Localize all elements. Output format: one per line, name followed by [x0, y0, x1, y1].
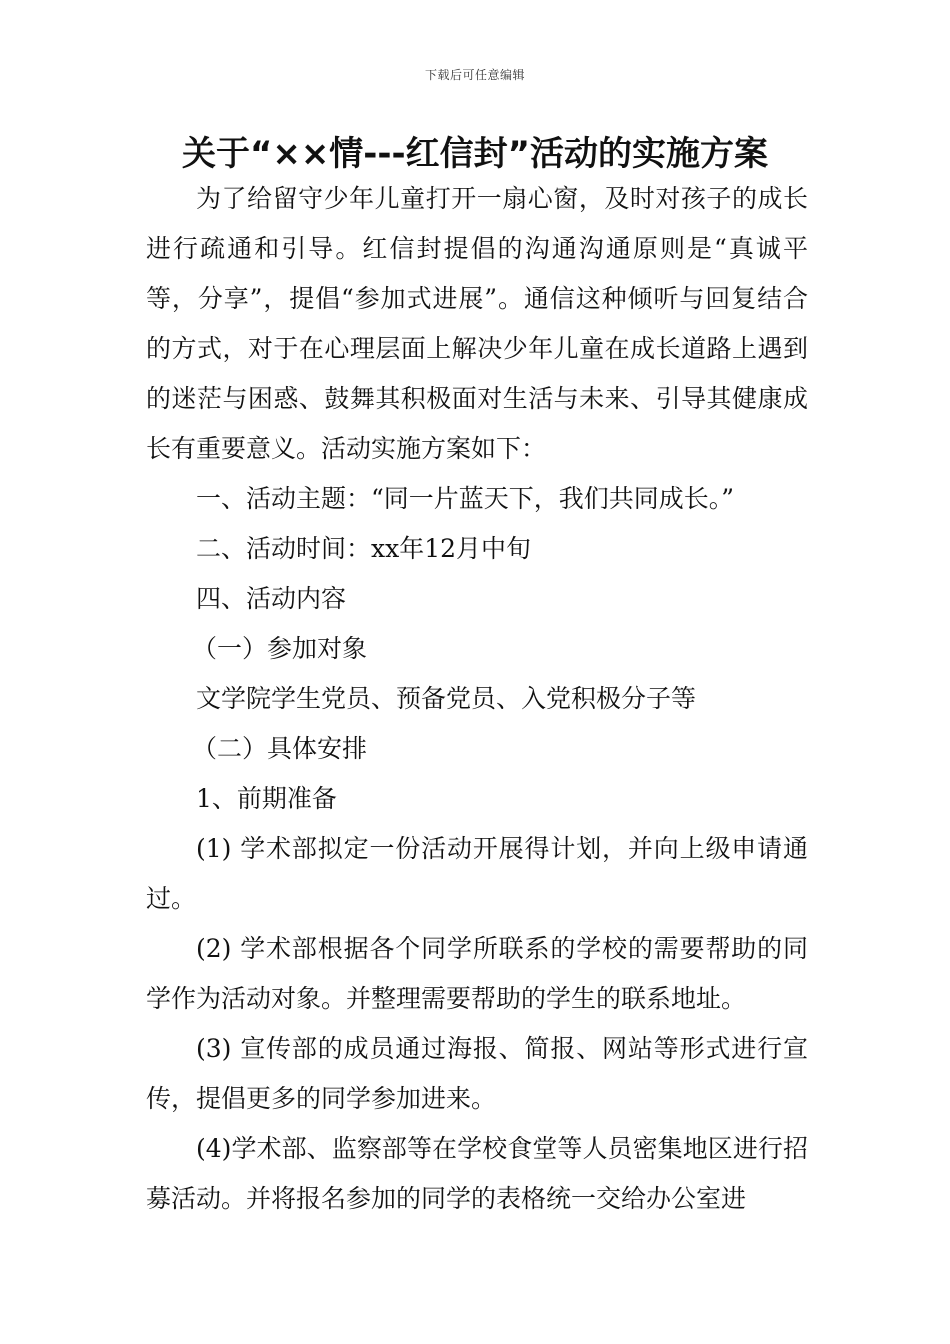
participants-text: 文学院学生党员、预备党员、入党积极分子等 [196, 684, 697, 713]
preparation-item-2: (2) 学术部根据各个同学所联系的学校的需要帮助的同学作为活动对象。并整理需要帮助的学生的联系地址。 [146, 934, 808, 1013]
arrangement-heading: （二）具体安排 [192, 734, 368, 763]
preparation-item-3: (3) 宣传部的成员通过海报、简报、网站等形式进行宣传，提倡更多的同学参加进来。 [146, 1034, 808, 1113]
intro-paragraph: 为了给留守少年儿童打开一扇心窗，及时对孩子的成长进行疏通和引导。红信封提倡的沟通沟通原则是“真诚平等，分享”，提倡“参加式进展”。通信这种倾听与回复结合的方式，对于在心理层面上解决少年儿童在成长道路上遇到的迷茫与困惑、鼓舞其积极面对生活与未来、引导其健康成长有重要意义。活动实施方案如下： [146, 184, 808, 463]
header-note: 下载后可任意编辑 [424, 68, 525, 82]
preparation-heading: 1、前期准备 [196, 784, 337, 813]
preparation-item-1: (1) 学术部拟定一份活动开展得计划，并向上级申请通过。 [146, 834, 808, 913]
participants-heading: （一）参加对象 [192, 634, 368, 663]
document-title: 关于“××情---红信封”活动的实施方案 [181, 134, 768, 174]
preparation-item-4: (4)学术部、监察部等在学校食堂等人员密集地区进行招募活动。并将报名参加的同学的表格统一交给办公室进 [146, 1134, 808, 1213]
activity-content-heading: 四、活动内容 [196, 584, 347, 613]
document-body [146, 174, 808, 1224]
activity-time: 二、活动时间：xx年12月中旬 [196, 534, 532, 563]
activity-theme: 一、活动主题：“同一片蓝天下，我们共同成长。” [196, 484, 735, 513]
